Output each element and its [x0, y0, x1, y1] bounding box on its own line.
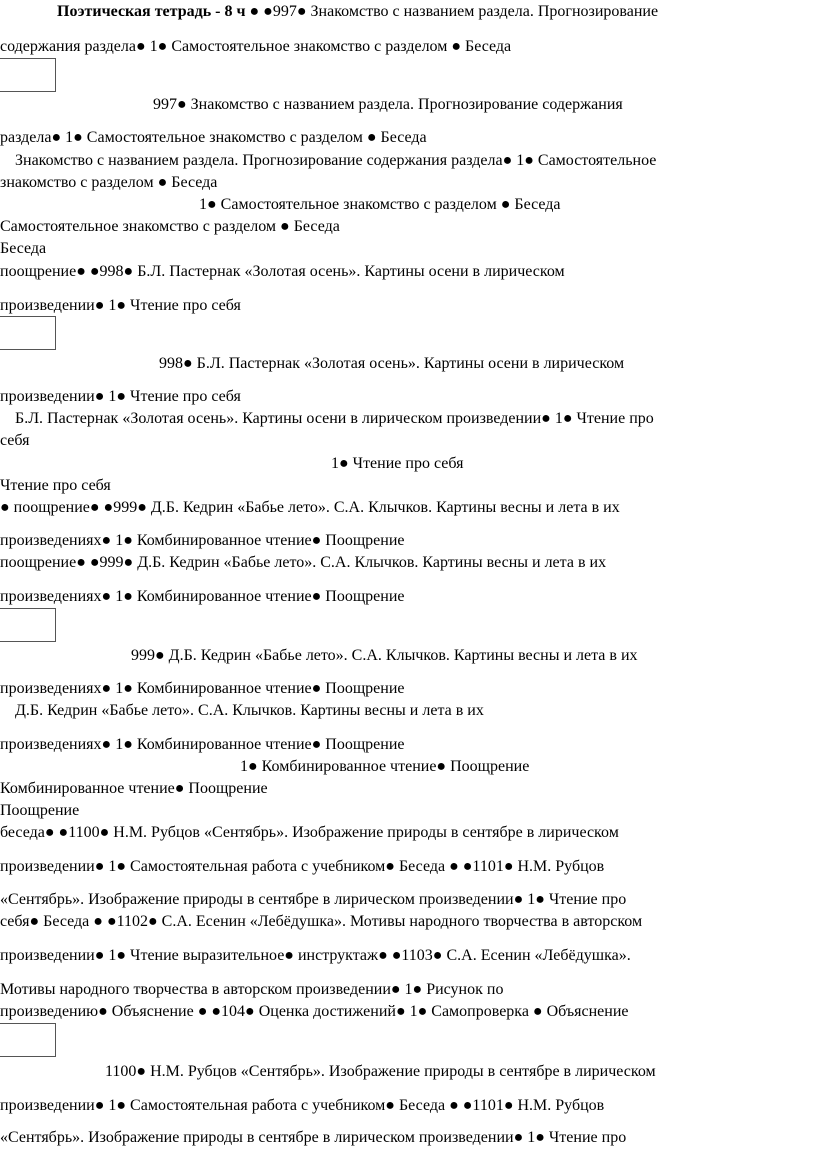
text-line: Чтение про себя — [0, 477, 111, 494]
text-line: произведении● 1● Чтение про себя — [0, 297, 241, 314]
text-line: Б.Л. Пастернак «Золотая осень». Картины осени в лирическом произведении● 1● Чтение про — [15, 410, 654, 427]
text-line: 998● Б.Л. Пастернак «Золотая осень». Картины осени в лирическом — [159, 355, 625, 372]
text-line: произведении● 1● Чтение про себя — [0, 388, 241, 405]
text-line: «Сентябрь». Изображение природы в сентябре в лирическом произведении● 1● Чтение про — [0, 891, 627, 908]
text-line: 1● Комбинированное чтение● Поощрение — [240, 758, 530, 775]
text-line: произведениях● 1● Комбинированное чтение● Поощрение — [0, 680, 405, 697]
text-line: Д.Б. Кедрин «Бабье лето». С.А. Клычков. Картины весны и лета в их — [15, 702, 484, 719]
text-line: поощрение● ●999● Д.Б. Кедрин «Бабье лето». С.А. Клычков. Картины весны и лета в их — [0, 554, 607, 571]
text-line: «Сентябрь». Изображение природы в сентябре в лирическом произведении● 1● Чтение про — [0, 1129, 627, 1146]
empty-table-cell — [0, 58, 56, 92]
text-line: 1● Чтение про себя — [331, 455, 464, 472]
text-line: себя — [0, 432, 30, 449]
text-line: Знакомство с названием раздела. Прогнозирование содержания раздела● 1● Самостоятельное — [15, 152, 657, 169]
text-line: раздела● 1● Самостоятельное знакомство с разделом ● Беседа — [0, 129, 427, 146]
text-line: Беседа — [0, 240, 47, 257]
empty-table-cell — [0, 608, 56, 642]
text-line: ● поощрение● ●999● Д.Б. Кедрин «Бабье лето». С.А. Клычков. Картины весны и лета в их — [0, 499, 620, 516]
text-line: Комбинированное чтение● Поощрение — [0, 780, 268, 797]
text-line: Мотивы народного творчества в авторском произведении● 1● Рисунок по — [0, 981, 504, 998]
text-line: произведениях● 1● Комбинированное чтение● Поощрение — [0, 588, 405, 605]
text-line: ● ●997● Знакомство с названием раздела. Прогнозирование — [249, 3, 659, 20]
section-heading-line — [57, 2, 658, 22]
text-line: поощрение● ●998● Б.Л. Пастернак «Золотая осень». Картины осени в лирическом — [0, 263, 565, 280]
text-line: произведении● 1● Самостоятельная работа с учебником● Беседа ● ●1101● Н.М. Рубцов — [0, 858, 605, 875]
text-line: произведениях● 1● Комбинированное чтение● Поощрение — [0, 532, 405, 549]
text-line: 999● Д.Б. Кедрин «Бабье лето». С.А. Клычков. Картины весны и лета в их — [131, 647, 638, 664]
text-line: 1● Самостоятельное знакомство с разделом ● Беседа — [199, 196, 561, 213]
text-line: 997● Знакомство с названием раздела. Прогнозирование содержания — [153, 96, 623, 113]
empty-table-cell — [0, 1023, 56, 1057]
text-line: произведению● Объяснение ● ●104● Оценка достижений● 1● Самопроверка ● Объяснение — [0, 1003, 629, 1020]
section-title: Поэтическая тетрадь - 8 ч — [57, 3, 246, 20]
text-line: беседа● ●1100● Н.М. Рубцов «Сентябрь». Изображение природы в сентябре в лирическом — [0, 824, 619, 841]
text-line: содержания раздела● 1● Самостоятельное знакомство с разделом ● Беседа — [0, 38, 512, 55]
text-line: произведении● 1● Самостоятельная работа с учебником● Беседа ● ●1101● Н.М. Рубцов — [0, 1097, 605, 1114]
text-line: произведении● 1● Чтение выразительное● инструктаж● ●1103● С.А. Есенин «Лебёдушка». — [0, 947, 631, 964]
text-line: Самостоятельное знакомство с разделом ● Беседа — [0, 218, 340, 235]
text-line: знакомство с разделом ● Беседа — [0, 174, 218, 191]
text-line: произведениях● 1● Комбинированное чтение● Поощрение — [0, 736, 405, 753]
text-line: 1100● Н.М. Рубцов «Сентябрь». Изображение природы в сентябре в лирическом — [105, 1063, 656, 1080]
empty-table-cell — [0, 316, 56, 350]
text-line: себя● Беседа ● ●1102● С.А. Есенин «Лебёдушка». Мотивы народного творчества в авторском — [0, 913, 643, 930]
text-line: Поощрение — [0, 802, 80, 819]
